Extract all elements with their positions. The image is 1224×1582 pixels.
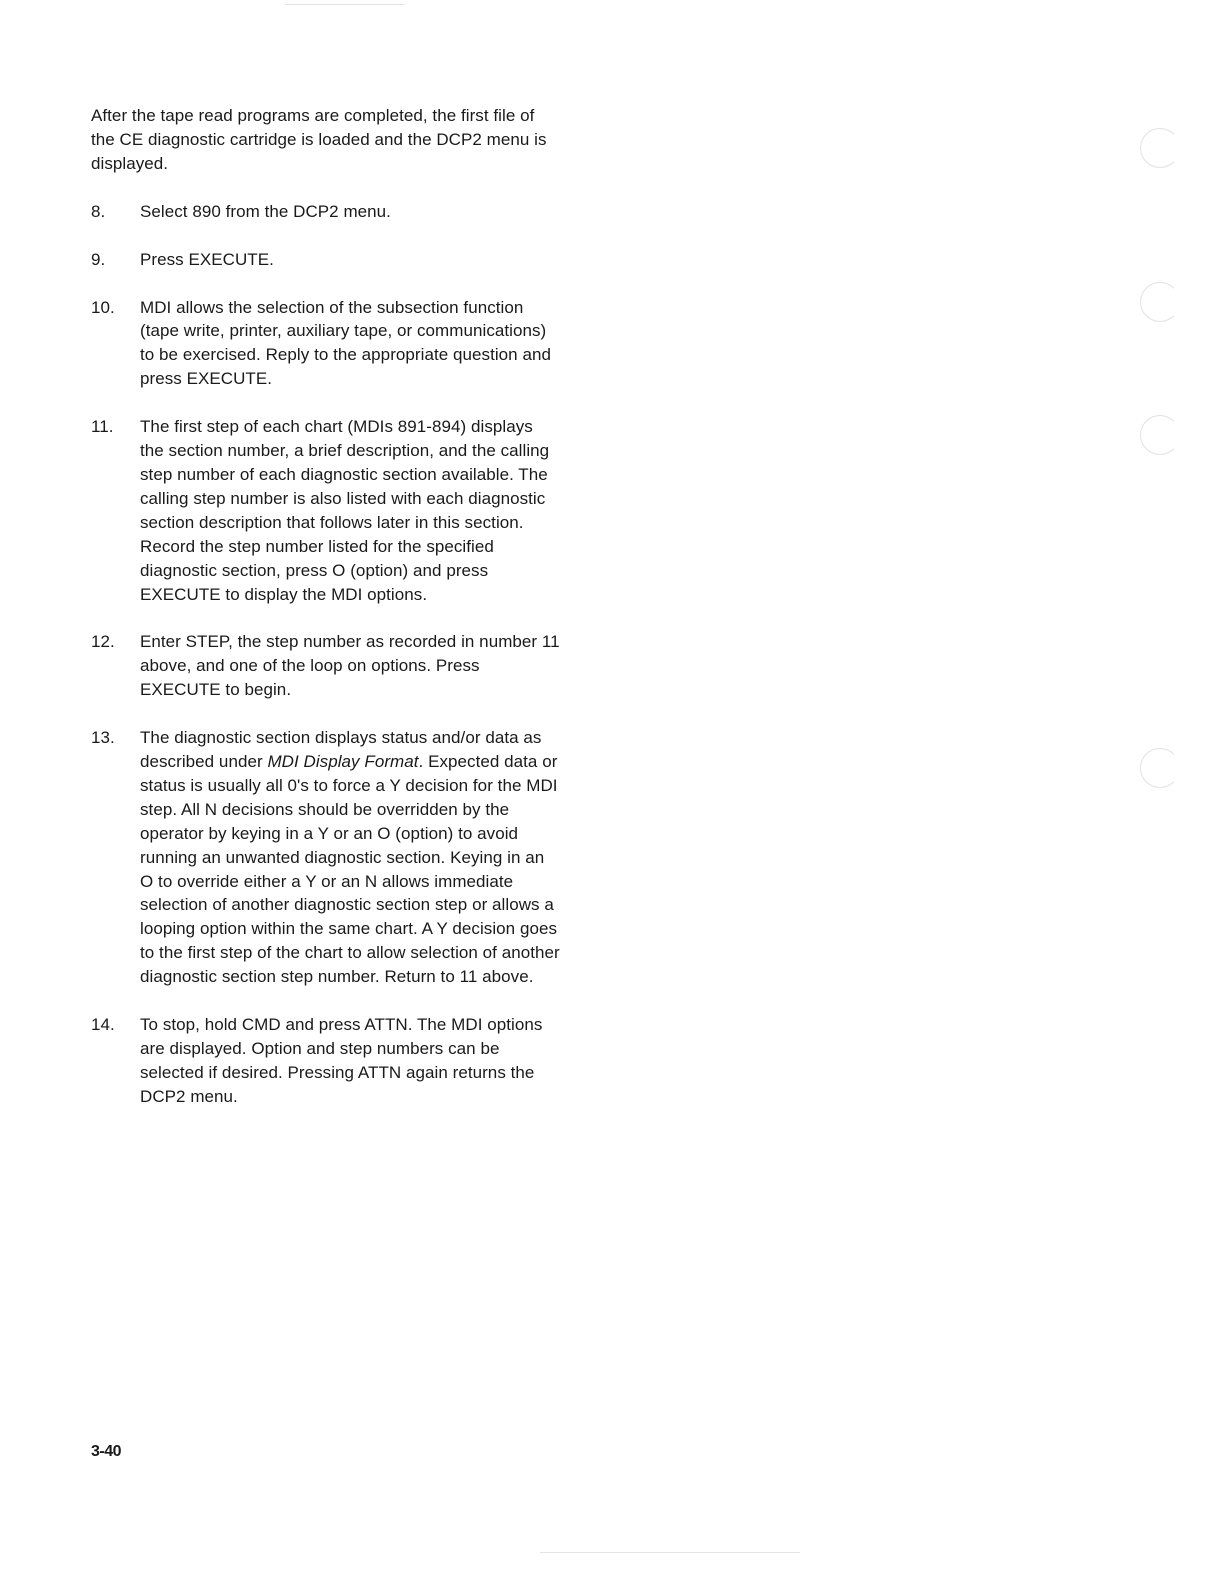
step-text: Select 890 from the DCP2 menu. (140, 201, 391, 221)
step-text-part: . Expected data or status is usually all 0's to force a Y decision for the MDI step. All N decisions should be overridden by the operator by keying in a Y or an O (option) to avoid running an unwanted diagnostic section. Keying in an O to override either a Y or an N allows immediate selection of another diagnostic section step or allows a looping option within the same chart. A Y decision goes to the first step of the chart to allow selection of another diagnostic section step number. Return to 11 above. (140, 752, 560, 987)
step-item (91, 415, 561, 606)
step-text: Press EXECUTE. (140, 249, 274, 269)
step-number: 8. (91, 201, 106, 221)
body-text (91, 104, 561, 1133)
step-item (91, 1013, 561, 1109)
binder-hole-mark (1140, 415, 1180, 455)
binder-hole-mark (1140, 282, 1180, 322)
step-item (91, 248, 561, 272)
step-item (91, 296, 561, 392)
bottom-scan-line (540, 1552, 800, 1553)
page-number: 3-40 (91, 1443, 122, 1460)
step-item (91, 726, 561, 989)
step-text: Enter STEP, the step number as recorded in number 11 above, and one of the loop on options. Press EXECUTE to begin. (140, 632, 560, 700)
binder-hole-mark (1140, 128, 1180, 168)
step-number: 13. (91, 728, 115, 748)
step-item (91, 200, 561, 224)
step-number: 11. (91, 417, 114, 437)
binder-hole-mark (1140, 748, 1180, 788)
procedure-steps (91, 200, 561, 1109)
step-text: To stop, hold CMD and press ATTN. The MDI options are displayed. Option and step numbers can be selected if desired. Pressing ATTN again returns the DCP2 menu. (140, 1015, 543, 1106)
step-number: 9. (91, 249, 106, 269)
intro-paragraph: After the tape read programs are completed, the first file of the CE diagnostic cartridge is loaded and the DCP2 menu is displayed. (91, 106, 547, 173)
step-text: The first step of each chart (MDIs 891-894) displays the section number, a brief description, and the calling step number of each diagnostic section available. The calling step number is also listed with each diagnostic section description that follows later in this section. Record the step number listed for the specified diagnostic section, press O (option) and press EXECUTE to display the MDI options. (140, 417, 550, 604)
step-text (140, 726, 561, 989)
top-scan-line (285, 4, 405, 5)
step-text: MDI allows the selection of the subsection function (tape write, printer, auxiliary tape, or communications) to be exercised. Reply to the appropriate question and press EXECUTE. (140, 297, 551, 389)
mdi-display-format-reference: MDI Display Format (267, 752, 419, 772)
step-number: 10. (91, 297, 115, 317)
step-number: 12. (91, 632, 115, 652)
step-text-part: The diagnostic section displays status and/or data as described under (140, 728, 542, 772)
step-item (91, 630, 561, 702)
step-number: 14. (91, 1015, 115, 1035)
